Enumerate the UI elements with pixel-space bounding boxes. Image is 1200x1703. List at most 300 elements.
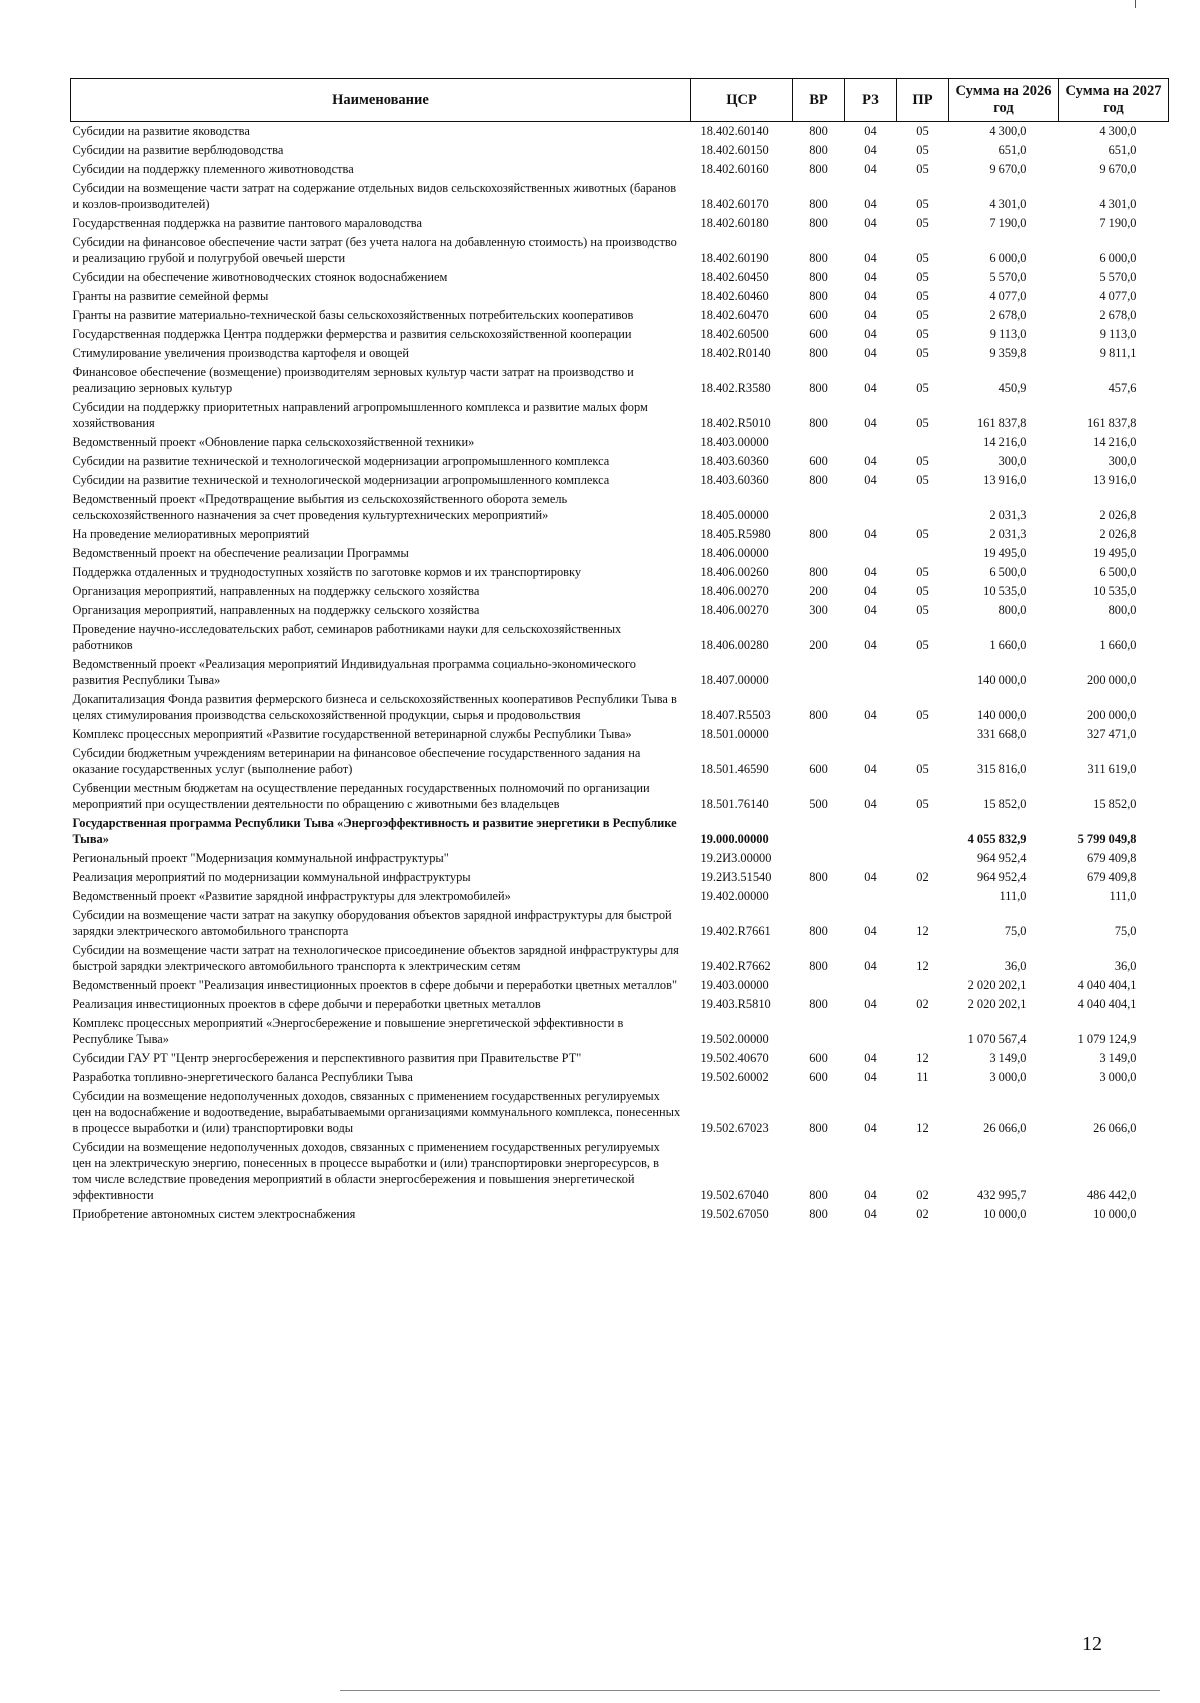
row-csr: 18.402.60150 xyxy=(700,143,769,157)
row-name: Ведомственный проект «Реализация мероприятий Индивидуальная программа социально-экономического развития Республики Тыва» xyxy=(72,657,636,687)
row-sum-2026: 140 000,0 xyxy=(976,673,1027,687)
row-pr: 05 xyxy=(916,762,929,776)
row-pr: 05 xyxy=(916,289,929,303)
row-vr xyxy=(793,725,845,744)
row-pr xyxy=(897,490,949,525)
row-pr xyxy=(897,655,949,690)
row-name: Государственная поддержка на развитие пантового мараловодства xyxy=(72,216,422,230)
header-pr: ПР xyxy=(897,79,949,122)
row-name: На проведение мелиоративных мероприятий xyxy=(72,527,310,541)
row-csr: 18.402.60180 xyxy=(700,216,769,230)
row-sum-2027: 651,0 xyxy=(1108,143,1137,157)
row-sum-2026: 5 570,0 xyxy=(989,270,1027,284)
row-csr: 18.402.R3580 xyxy=(700,381,771,395)
row-name: Субсидии ГАУ РТ "Центр энергосбережения и перспективного развития при Правительстве РТ" xyxy=(72,1051,582,1065)
row-csr: 18.402.60170 xyxy=(700,197,769,211)
table-row xyxy=(71,268,1169,287)
row-name: Субсидии на финансовое обеспечение части затрат (без учета налога на добавленную стоимость) на производство и реализацию грубой и полугрубой овечьей шерсти xyxy=(72,235,677,265)
table-row xyxy=(71,849,1169,868)
table-row xyxy=(71,1049,1169,1068)
table-row xyxy=(71,306,1169,325)
row-name: Гранты на развитие семейной фермы xyxy=(72,289,269,303)
row-sum-2027: 4 301,0 xyxy=(1099,197,1137,211)
row-pr: 02 xyxy=(916,1188,929,1202)
header-name: Наименование xyxy=(71,79,691,122)
row-pr xyxy=(897,544,949,563)
row-sum-2026: 10 000,0 xyxy=(983,1207,1027,1221)
row-sum-2027: 200 000,0 xyxy=(1086,708,1137,722)
row-pr: 05 xyxy=(916,638,929,652)
table-row xyxy=(71,620,1169,655)
row-vr: 500 xyxy=(809,797,828,811)
row-sum-2026: 964 952,4 xyxy=(976,851,1027,865)
row-rz: 04 xyxy=(864,346,877,360)
row-csr: 18.402.60460 xyxy=(700,289,769,303)
row-sum-2027: 13 916,0 xyxy=(1093,473,1137,487)
row-pr: 05 xyxy=(916,797,929,811)
table-row xyxy=(71,1087,1169,1138)
row-name: Ведомственный проект «Развитие зарядной инфраструктуры для электромобилей» xyxy=(72,889,511,903)
table-row xyxy=(71,779,1169,814)
row-sum-2027: 10 535,0 xyxy=(1093,584,1137,598)
row-sum-2026: 651,0 xyxy=(998,143,1027,157)
row-name: Субсидии на развитие технической и технологической модернизации агропромышленного комплекса xyxy=(72,473,610,487)
row-pr: 05 xyxy=(916,381,929,395)
row-rz: 04 xyxy=(864,1207,877,1221)
row-rz: 04 xyxy=(864,124,877,138)
row-sum-2026: 6 500,0 xyxy=(989,565,1027,579)
row-csr: 18.402.60450 xyxy=(700,270,769,284)
row-rz: 04 xyxy=(864,251,877,265)
row-sum-2027: 15 852,0 xyxy=(1093,797,1137,811)
table-row xyxy=(71,433,1169,452)
row-csr: 18.407.00000 xyxy=(700,673,769,687)
row-vr: 800 xyxy=(809,216,828,230)
header-sum-2027: Сумма на 2027 год xyxy=(1059,79,1169,122)
row-vr: 800 xyxy=(809,381,828,395)
row-rz: 04 xyxy=(864,216,877,230)
row-vr: 800 xyxy=(809,473,828,487)
table-row xyxy=(71,601,1169,620)
row-sum-2026: 450,9 xyxy=(998,381,1027,395)
row-vr xyxy=(793,849,845,868)
row-sum-2026: 6 000,0 xyxy=(989,251,1027,265)
row-pr: 11 xyxy=(916,1070,929,1084)
row-pr: 05 xyxy=(916,416,929,430)
row-pr: 05 xyxy=(916,124,929,138)
row-sum-2026: 3 149,0 xyxy=(989,1051,1027,1065)
row-csr: 18.403.00000 xyxy=(700,435,769,449)
table-row xyxy=(71,122,1169,142)
row-rz xyxy=(845,976,897,995)
row-rz: 04 xyxy=(864,527,877,541)
table-row xyxy=(71,995,1169,1014)
row-vr: 800 xyxy=(809,197,828,211)
page-number: 12 xyxy=(1082,1633,1102,1655)
row-csr: 18.406.00280 xyxy=(700,638,769,652)
row-vr: 800 xyxy=(809,527,828,541)
row-name: Субсидии на возмещение части затрат на закупку оборудования объектов зарядной инфраструктуры для быстрой зарядки электрического автомобильного транспорта xyxy=(72,908,672,938)
table-row xyxy=(71,398,1169,433)
row-csr: 19.000.00000 xyxy=(700,832,769,846)
row-pr: 05 xyxy=(916,603,929,617)
row-pr: 05 xyxy=(916,216,929,230)
row-sum-2026: 9 670,0 xyxy=(989,162,1027,176)
row-name: Приобретение автономных систем электроснабжения xyxy=(72,1207,356,1221)
row-sum-2027: 6 000,0 xyxy=(1099,251,1137,265)
row-name: Субсидии бюджетным учреждениям ветеринарии на финансовое обеспечение государственного задания на оказание государственных услуг (выполнение работ) xyxy=(72,746,641,776)
row-vr: 800 xyxy=(809,565,828,579)
row-sum-2026: 2 020 202,1 xyxy=(967,997,1027,1011)
row-rz: 04 xyxy=(864,416,877,430)
row-sum-2027: 14 216,0 xyxy=(1093,435,1137,449)
row-csr: 19.502.40670 xyxy=(700,1051,769,1065)
row-csr: 19.502.67023 xyxy=(700,1121,769,1135)
row-sum-2026: 26 066,0 xyxy=(983,1121,1027,1135)
row-rz: 04 xyxy=(864,1051,877,1065)
row-csr: 19.502.00000 xyxy=(700,1032,769,1046)
row-name: Субсидии на поддержку приоритетных направлений агропромышленного комплекса и развитие малых форм хозяйствования xyxy=(72,400,648,430)
table-row xyxy=(71,906,1169,941)
row-sum-2027: 111,0 xyxy=(1109,889,1137,903)
row-sum-2026: 331 668,0 xyxy=(976,727,1027,741)
row-csr: 19.502.67040 xyxy=(700,1188,769,1202)
row-sum-2026: 315 816,0 xyxy=(976,762,1027,776)
scan-edge-line xyxy=(340,1690,1160,1691)
row-sum-2026: 15 852,0 xyxy=(983,797,1027,811)
header-vr: ВР xyxy=(793,79,845,122)
table-row xyxy=(71,1205,1169,1224)
row-pr: 05 xyxy=(916,197,929,211)
row-vr: 800 xyxy=(809,289,828,303)
row-vr: 600 xyxy=(809,1070,828,1084)
row-name: Разработка топливно-энергетического баланса Республики Тыва xyxy=(72,1070,413,1084)
table-row xyxy=(71,214,1169,233)
row-sum-2027: 7 190,0 xyxy=(1099,216,1137,230)
row-sum-2026: 161 837,8 xyxy=(976,416,1027,430)
row-rz: 04 xyxy=(864,1070,877,1084)
row-sum-2027: 200 000,0 xyxy=(1086,673,1137,687)
row-csr: 19.402.00000 xyxy=(700,889,769,903)
row-csr: 18.407.R5503 xyxy=(700,708,771,722)
row-rz xyxy=(845,544,897,563)
row-csr: 18.406.00000 xyxy=(700,546,769,560)
row-rz xyxy=(845,433,897,452)
row-name: Региональный проект "Модернизация коммунальной инфраструктуры" xyxy=(72,851,449,865)
row-sum-2027: 5 799 049,8 xyxy=(1077,832,1137,846)
row-csr: 18.406.00270 xyxy=(700,603,769,617)
row-vr: 200 xyxy=(809,638,828,652)
row-rz xyxy=(845,655,897,690)
row-name: Организация мероприятий, направленных на поддержку сельского хозяйства xyxy=(72,584,480,598)
row-sum-2026: 800,0 xyxy=(998,603,1027,617)
row-pr xyxy=(897,887,949,906)
table-row xyxy=(71,287,1169,306)
row-rz: 04 xyxy=(864,454,877,468)
row-name: Субсидии на развитие технической и технологической модернизации агропромышленного комплекса xyxy=(72,454,610,468)
row-sum-2027: 457,6 xyxy=(1108,381,1137,395)
table-row xyxy=(71,744,1169,779)
row-sum-2026: 36,0 xyxy=(1004,959,1027,973)
row-sum-2026: 300,0 xyxy=(998,454,1027,468)
row-rz: 04 xyxy=(864,924,877,938)
row-name: Субсидии на поддержку племенного животноводства xyxy=(72,162,354,176)
table-row xyxy=(71,490,1169,525)
row-sum-2027: 679 409,8 xyxy=(1086,851,1137,865)
row-sum-2027: 800,0 xyxy=(1108,603,1137,617)
table-row xyxy=(71,1014,1169,1049)
row-csr: 18.406.00270 xyxy=(700,584,769,598)
row-name: Комплекс процессных мероприятий «Развитие государственной ветеринарной службы Республики Тыва» xyxy=(72,727,632,741)
row-rz: 04 xyxy=(864,638,877,652)
table-row xyxy=(71,868,1169,887)
row-name: Субвенции местным бюджетам на осуществление переданных государственных полномочий по организации мероприятий при осуществлении деятельности по обращению с животными без владельцев xyxy=(72,781,650,811)
row-sum-2026: 13 916,0 xyxy=(983,473,1027,487)
row-sum-2027: 3 000,0 xyxy=(1099,1070,1137,1084)
row-rz: 04 xyxy=(864,565,877,579)
row-sum-2027: 5 570,0 xyxy=(1099,270,1137,284)
table-row xyxy=(71,363,1169,398)
row-rz: 04 xyxy=(864,997,877,1011)
row-vr: 600 xyxy=(809,1051,828,1065)
table-row xyxy=(71,690,1169,725)
row-pr: 05 xyxy=(916,346,929,360)
row-sum-2026: 75,0 xyxy=(1004,924,1027,938)
header-csr: ЦСР xyxy=(691,79,793,122)
row-rz: 04 xyxy=(864,162,877,176)
row-name: Ведомственный проект «Предотвращение выбытия из сельскохозяйственного оборота земель сельскохозяйственного назначения за счет проведения культуртехнических мероприятий» xyxy=(72,492,568,522)
row-sum-2027: 2 026,8 xyxy=(1099,527,1137,541)
row-sum-2026: 2 031,3 xyxy=(989,527,1027,541)
row-sum-2027: 10 000,0 xyxy=(1093,1207,1137,1221)
row-sum-2026: 19 495,0 xyxy=(983,546,1027,560)
table-row xyxy=(71,325,1169,344)
row-sum-2027: 9 670,0 xyxy=(1099,162,1137,176)
row-sum-2026: 964 952,4 xyxy=(976,870,1027,884)
row-sum-2026: 4 301,0 xyxy=(989,197,1027,211)
row-pr: 05 xyxy=(916,565,929,579)
row-vr: 800 xyxy=(809,346,828,360)
row-rz xyxy=(845,490,897,525)
row-rz: 04 xyxy=(864,1121,877,1135)
row-name: Комплекс процессных мероприятий «Энергосбережение и повышение энергетической эффективности в Республике Тыва» xyxy=(72,1016,624,1046)
row-rz: 04 xyxy=(864,289,877,303)
row-rz: 04 xyxy=(864,270,877,284)
row-csr: 18.402.R5010 xyxy=(700,416,771,430)
row-name: Субсидии на возмещение части затрат на содержание отдельных видов сельскохозяйственных животных (баранов и козлов-производителей) xyxy=(72,181,677,211)
row-name: Субсидии на развитие верблюдоводства xyxy=(72,143,284,157)
row-sum-2026: 9 359,8 xyxy=(989,346,1027,360)
row-rz xyxy=(845,849,897,868)
row-sum-2027: 26 066,0 xyxy=(1093,1121,1137,1135)
row-pr: 12 xyxy=(916,1051,929,1065)
row-csr: 19.402.R7662 xyxy=(700,959,771,973)
table-row xyxy=(71,814,1169,849)
row-vr xyxy=(793,976,845,995)
row-sum-2027: 161 837,8 xyxy=(1086,416,1137,430)
row-rz: 04 xyxy=(864,870,877,884)
row-sum-2027: 327 471,0 xyxy=(1086,727,1137,741)
row-pr xyxy=(897,814,949,849)
row-vr xyxy=(793,814,845,849)
row-name: Гранты на развитие материально-технической базы сельскохозяйственных потребительских кооперативов xyxy=(72,308,634,322)
row-rz: 04 xyxy=(864,197,877,211)
row-pr: 05 xyxy=(916,270,929,284)
row-name: Субсидии на возмещение недополученных доходов, связанных с применением государственных регулируемых цен на водоснабжение и водоотведение, вырабатываемыми организациями коммунального комплекса, понесенных в процессе выработки и (или) транспортировки воды xyxy=(72,1089,681,1135)
row-vr xyxy=(793,433,845,452)
row-vr: 800 xyxy=(809,416,828,430)
row-rz: 04 xyxy=(864,762,877,776)
row-name: Государственная программа Республики Тыва «Энергоэффективность и развитие энергетики в Республике Тыва» xyxy=(72,816,677,846)
row-pr: 05 xyxy=(916,308,929,322)
table-row xyxy=(71,233,1169,268)
row-csr: 18.403.60360 xyxy=(700,473,769,487)
row-vr xyxy=(793,1014,845,1049)
row-csr: 18.402.60470 xyxy=(700,308,769,322)
row-rz: 04 xyxy=(864,584,877,598)
row-vr: 800 xyxy=(809,870,828,884)
row-name: Субсидии на обеспечение животноводческих стоянок водоснабжением xyxy=(72,270,448,284)
row-csr: 18.406.00260 xyxy=(700,565,769,579)
row-pr: 05 xyxy=(916,251,929,265)
row-sum-2026: 14 216,0 xyxy=(983,435,1027,449)
row-pr: 05 xyxy=(916,473,929,487)
row-pr: 05 xyxy=(916,143,929,157)
table-row xyxy=(71,452,1169,471)
row-sum-2026: 140 000,0 xyxy=(976,708,1027,722)
table-row xyxy=(71,160,1169,179)
row-csr: 18.402.60500 xyxy=(700,327,769,341)
row-sum-2027: 4 077,0 xyxy=(1099,289,1137,303)
row-vr: 800 xyxy=(809,1121,828,1135)
table-header xyxy=(71,79,1169,122)
row-sum-2027: 679 409,8 xyxy=(1086,870,1137,884)
row-rz xyxy=(845,725,897,744)
table-row xyxy=(71,344,1169,363)
row-rz xyxy=(845,1014,897,1049)
header-rz: РЗ xyxy=(845,79,897,122)
row-pr: 12 xyxy=(916,1121,929,1135)
table-row xyxy=(71,471,1169,490)
table-row xyxy=(71,179,1169,214)
row-vr xyxy=(793,544,845,563)
row-vr xyxy=(793,887,845,906)
row-rz: 04 xyxy=(864,959,877,973)
row-pr xyxy=(897,976,949,995)
row-csr: 19.502.60002 xyxy=(700,1070,769,1084)
row-sum-2026: 7 190,0 xyxy=(989,216,1027,230)
row-sum-2027: 486 442,0 xyxy=(1086,1188,1137,1202)
row-sum-2027: 311 619,0 xyxy=(1087,762,1137,776)
row-sum-2026: 4 300,0 xyxy=(989,124,1027,138)
row-sum-2026: 111,0 xyxy=(999,889,1027,903)
row-csr: 18.405.00000 xyxy=(700,508,769,522)
row-sum-2027: 4 300,0 xyxy=(1099,124,1137,138)
row-rz: 04 xyxy=(864,381,877,395)
row-pr: 12 xyxy=(916,924,929,938)
row-rz: 04 xyxy=(864,308,877,322)
row-name: Организация мероприятий, направленных на поддержку сельского хозяйства xyxy=(72,603,480,617)
row-sum-2026: 2 678,0 xyxy=(989,308,1027,322)
row-vr xyxy=(793,655,845,690)
table-row xyxy=(71,725,1169,744)
table-row xyxy=(71,141,1169,160)
row-sum-2026: 2 020 202,1 xyxy=(967,978,1027,992)
row-csr: 18.402.60160 xyxy=(700,162,769,176)
row-sum-2026: 3 000,0 xyxy=(989,1070,1027,1084)
row-sum-2026: 2 031,3 xyxy=(989,508,1027,522)
row-name: Поддержка отдаленных и труднодоступных хозяйств по заготовке кормов и их транспортировку xyxy=(72,565,582,579)
row-pr: 05 xyxy=(916,327,929,341)
row-csr: 18.402.60190 xyxy=(700,251,769,265)
table-row xyxy=(71,582,1169,601)
row-sum-2027: 3 149,0 xyxy=(1099,1051,1137,1065)
table-row xyxy=(71,976,1169,995)
row-name: Субсидии на развитие яководства xyxy=(72,124,250,138)
table-row xyxy=(71,1068,1169,1087)
table-row xyxy=(71,655,1169,690)
row-rz: 04 xyxy=(864,1188,877,1202)
row-vr: 800 xyxy=(809,959,828,973)
row-pr: 12 xyxy=(916,959,929,973)
row-csr: 19.502.67050 xyxy=(700,1207,769,1221)
row-rz: 04 xyxy=(864,473,877,487)
row-name: Докапитализация Фонда развития фермерского бизнеса и сельскохозяйственных кооперативов Республики Тыва в целях стимулирования производства сельскохозяйственной продукции, сырья и продовольствия xyxy=(72,692,677,722)
row-csr: 19.2И3.00000 xyxy=(700,851,772,865)
row-sum-2026: 432 995,7 xyxy=(976,1188,1027,1202)
row-sum-2027: 4 040 404,1 xyxy=(1077,978,1137,992)
row-pr xyxy=(897,725,949,744)
row-sum-2027: 2 026,8 xyxy=(1099,508,1137,522)
row-name: Стимулирование увеличения производства картофеля и овощей xyxy=(72,346,409,360)
row-sum-2027: 1 079 124,9 xyxy=(1077,1032,1137,1046)
row-sum-2027: 36,0 xyxy=(1114,959,1137,973)
row-pr: 05 xyxy=(916,708,929,722)
row-rz: 04 xyxy=(864,327,877,341)
row-sum-2027: 9 811,1 xyxy=(1099,346,1137,360)
row-csr: 19.403.R5810 xyxy=(700,997,771,1011)
row-vr: 800 xyxy=(809,1207,828,1221)
row-vr: 200 xyxy=(809,584,828,598)
row-vr: 800 xyxy=(809,251,828,265)
row-sum-2027: 2 678,0 xyxy=(1099,308,1137,322)
row-vr: 800 xyxy=(809,924,828,938)
row-csr: 18.403.60360 xyxy=(700,454,769,468)
row-csr: 18.402.R0140 xyxy=(700,346,771,360)
row-vr: 600 xyxy=(809,327,828,341)
row-csr: 18.405.R5980 xyxy=(700,527,771,541)
row-sum-2026: 10 535,0 xyxy=(983,584,1027,598)
row-csr: 19.402.R7661 xyxy=(700,924,771,938)
row-vr: 600 xyxy=(809,308,828,322)
row-csr: 18.402.60140 xyxy=(700,124,769,138)
row-pr xyxy=(897,849,949,868)
row-vr: 800 xyxy=(809,1188,828,1202)
row-vr: 800 xyxy=(809,708,828,722)
row-sum-2027: 1 660,0 xyxy=(1099,638,1137,652)
row-rz: 04 xyxy=(864,797,877,811)
row-csr: 19.403.00000 xyxy=(700,978,769,992)
table-body xyxy=(71,122,1169,1225)
row-name: Финансовое обеспечение (возмещение) производителям зерновых культур части затрат на производство и реализацию зерновых культур xyxy=(72,365,634,395)
table-row xyxy=(71,544,1169,563)
row-csr: 18.501.76140 xyxy=(700,797,769,811)
row-pr: 05 xyxy=(916,454,929,468)
row-vr: 800 xyxy=(809,162,828,176)
row-rz: 04 xyxy=(864,708,877,722)
row-sum-2026: 1 070 567,4 xyxy=(967,1032,1027,1046)
row-name: Субсидии на возмещение недополученных доходов, связанных с применением государственных регулируемых цен на электрическую энергию, понесенных в процессе выработки и (или) транспортировки энергоресурсов, в том числе вследствие проведения мероприятий в области энергосбережения и повышения энергетической эффективности xyxy=(72,1140,660,1202)
